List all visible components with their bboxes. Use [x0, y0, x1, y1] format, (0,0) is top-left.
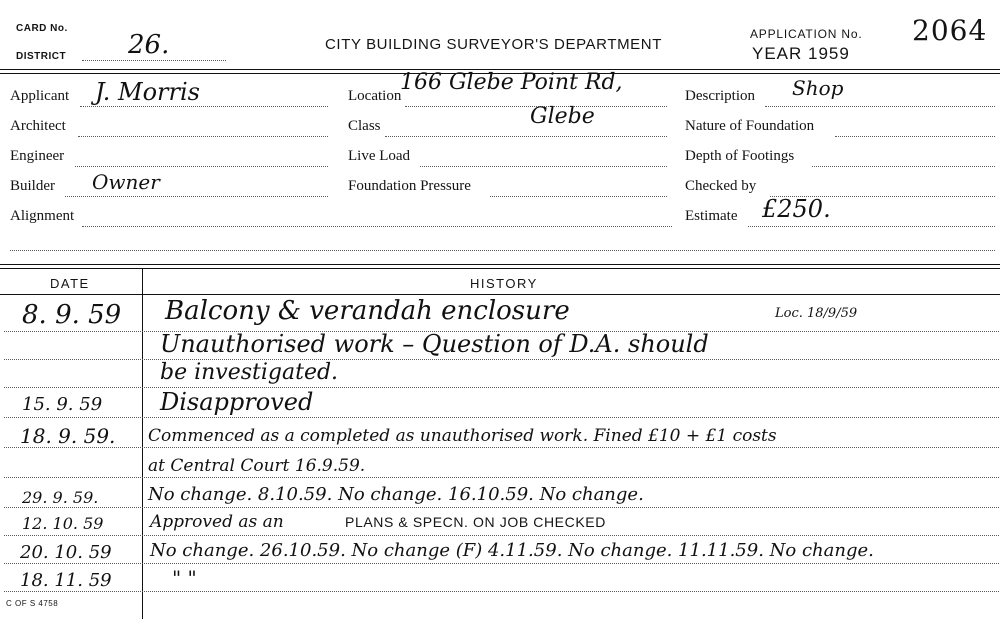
application-label: APPLICATION No.	[750, 27, 863, 41]
estimate-label: Estimate	[685, 208, 738, 224]
applicant-value: J. Morris	[95, 78, 200, 106]
checked-by-label: Checked by	[685, 178, 757, 194]
location-value: 166 Glebe Point Rd,	[400, 70, 623, 95]
history-date: 18. 9. 59.	[20, 424, 116, 448]
checked-stamp: PLANS & SPECN. ON JOB CHECKED	[345, 514, 606, 530]
district-value: 26.	[128, 30, 170, 60]
history-text: " "	[172, 566, 197, 590]
class-label: Class	[348, 118, 381, 134]
builder-label: Builder	[10, 178, 55, 194]
live-load-label: Live Load	[348, 148, 411, 164]
description-label: Description	[685, 88, 755, 104]
date-header: DATE	[50, 276, 90, 291]
location-suburb-value: Glebe	[530, 104, 595, 129]
architect-label: Architect	[10, 118, 66, 134]
description-value: Shop	[792, 76, 844, 100]
year-label: YEAR 1959	[752, 44, 850, 63]
history-rule-2	[0, 268, 1000, 269]
history-header-rule	[0, 294, 1000, 295]
history-note: Loc. 18/9/59	[775, 306, 858, 321]
depth-of-footings-label: Depth of Footings	[685, 148, 795, 164]
date-column-divider	[142, 269, 143, 619]
foundation-pressure-label: Foundation Pressure	[348, 178, 471, 194]
history-text: Balcony & verandah enclosure	[165, 296, 570, 326]
history-header: HISTORY	[470, 276, 538, 291]
district-label: DISTRICT	[16, 51, 67, 62]
history-date: 29. 9. 59.	[22, 488, 99, 507]
applicant-label: Applicant	[10, 88, 70, 104]
nature-of-foundation-label: Nature of Foundation	[685, 118, 815, 134]
history-text: Approved as an	[150, 512, 284, 532]
history-rule	[0, 264, 1000, 265]
estimate-value: £250.	[762, 195, 831, 223]
department-title: CITY BUILDING SURVEYOR'S DEPARTMENT	[325, 36, 662, 53]
history-text: No change. 8.10.59. No change. 16.10.59. No change.	[148, 484, 644, 505]
builder-value: Owner	[92, 170, 160, 194]
form-code: C OF S 4758	[6, 599, 59, 608]
history-date: 8. 9. 59	[22, 300, 122, 330]
history-date: 20. 10. 59	[20, 542, 112, 563]
history-text: No change. 26.10.59. No change (F) 4.11.59. No change. 11.11.59. No change.	[150, 540, 874, 561]
history-text: be investigated.	[160, 360, 339, 385]
history-text: Disapproved	[160, 388, 314, 416]
card-no-label: CARD No.	[16, 23, 68, 34]
history-date: 12. 10. 59	[22, 514, 104, 533]
engineer-label: Engineer	[10, 148, 65, 164]
history-text: at Central Court 16.9.59.	[148, 456, 366, 476]
history-text: Commenced as a completed as unauthorised work. Fined £10 + £1 costs	[148, 426, 777, 446]
application-number: 2064	[912, 14, 988, 47]
location-label: Location	[348, 88, 402, 104]
history-date: 15. 9. 59	[22, 394, 103, 415]
alignment-label: Alignment	[10, 208, 75, 224]
history-date: 18. 11. 59	[20, 570, 112, 591]
history-text: Unauthorised work – Question of D.A. should	[160, 330, 709, 358]
